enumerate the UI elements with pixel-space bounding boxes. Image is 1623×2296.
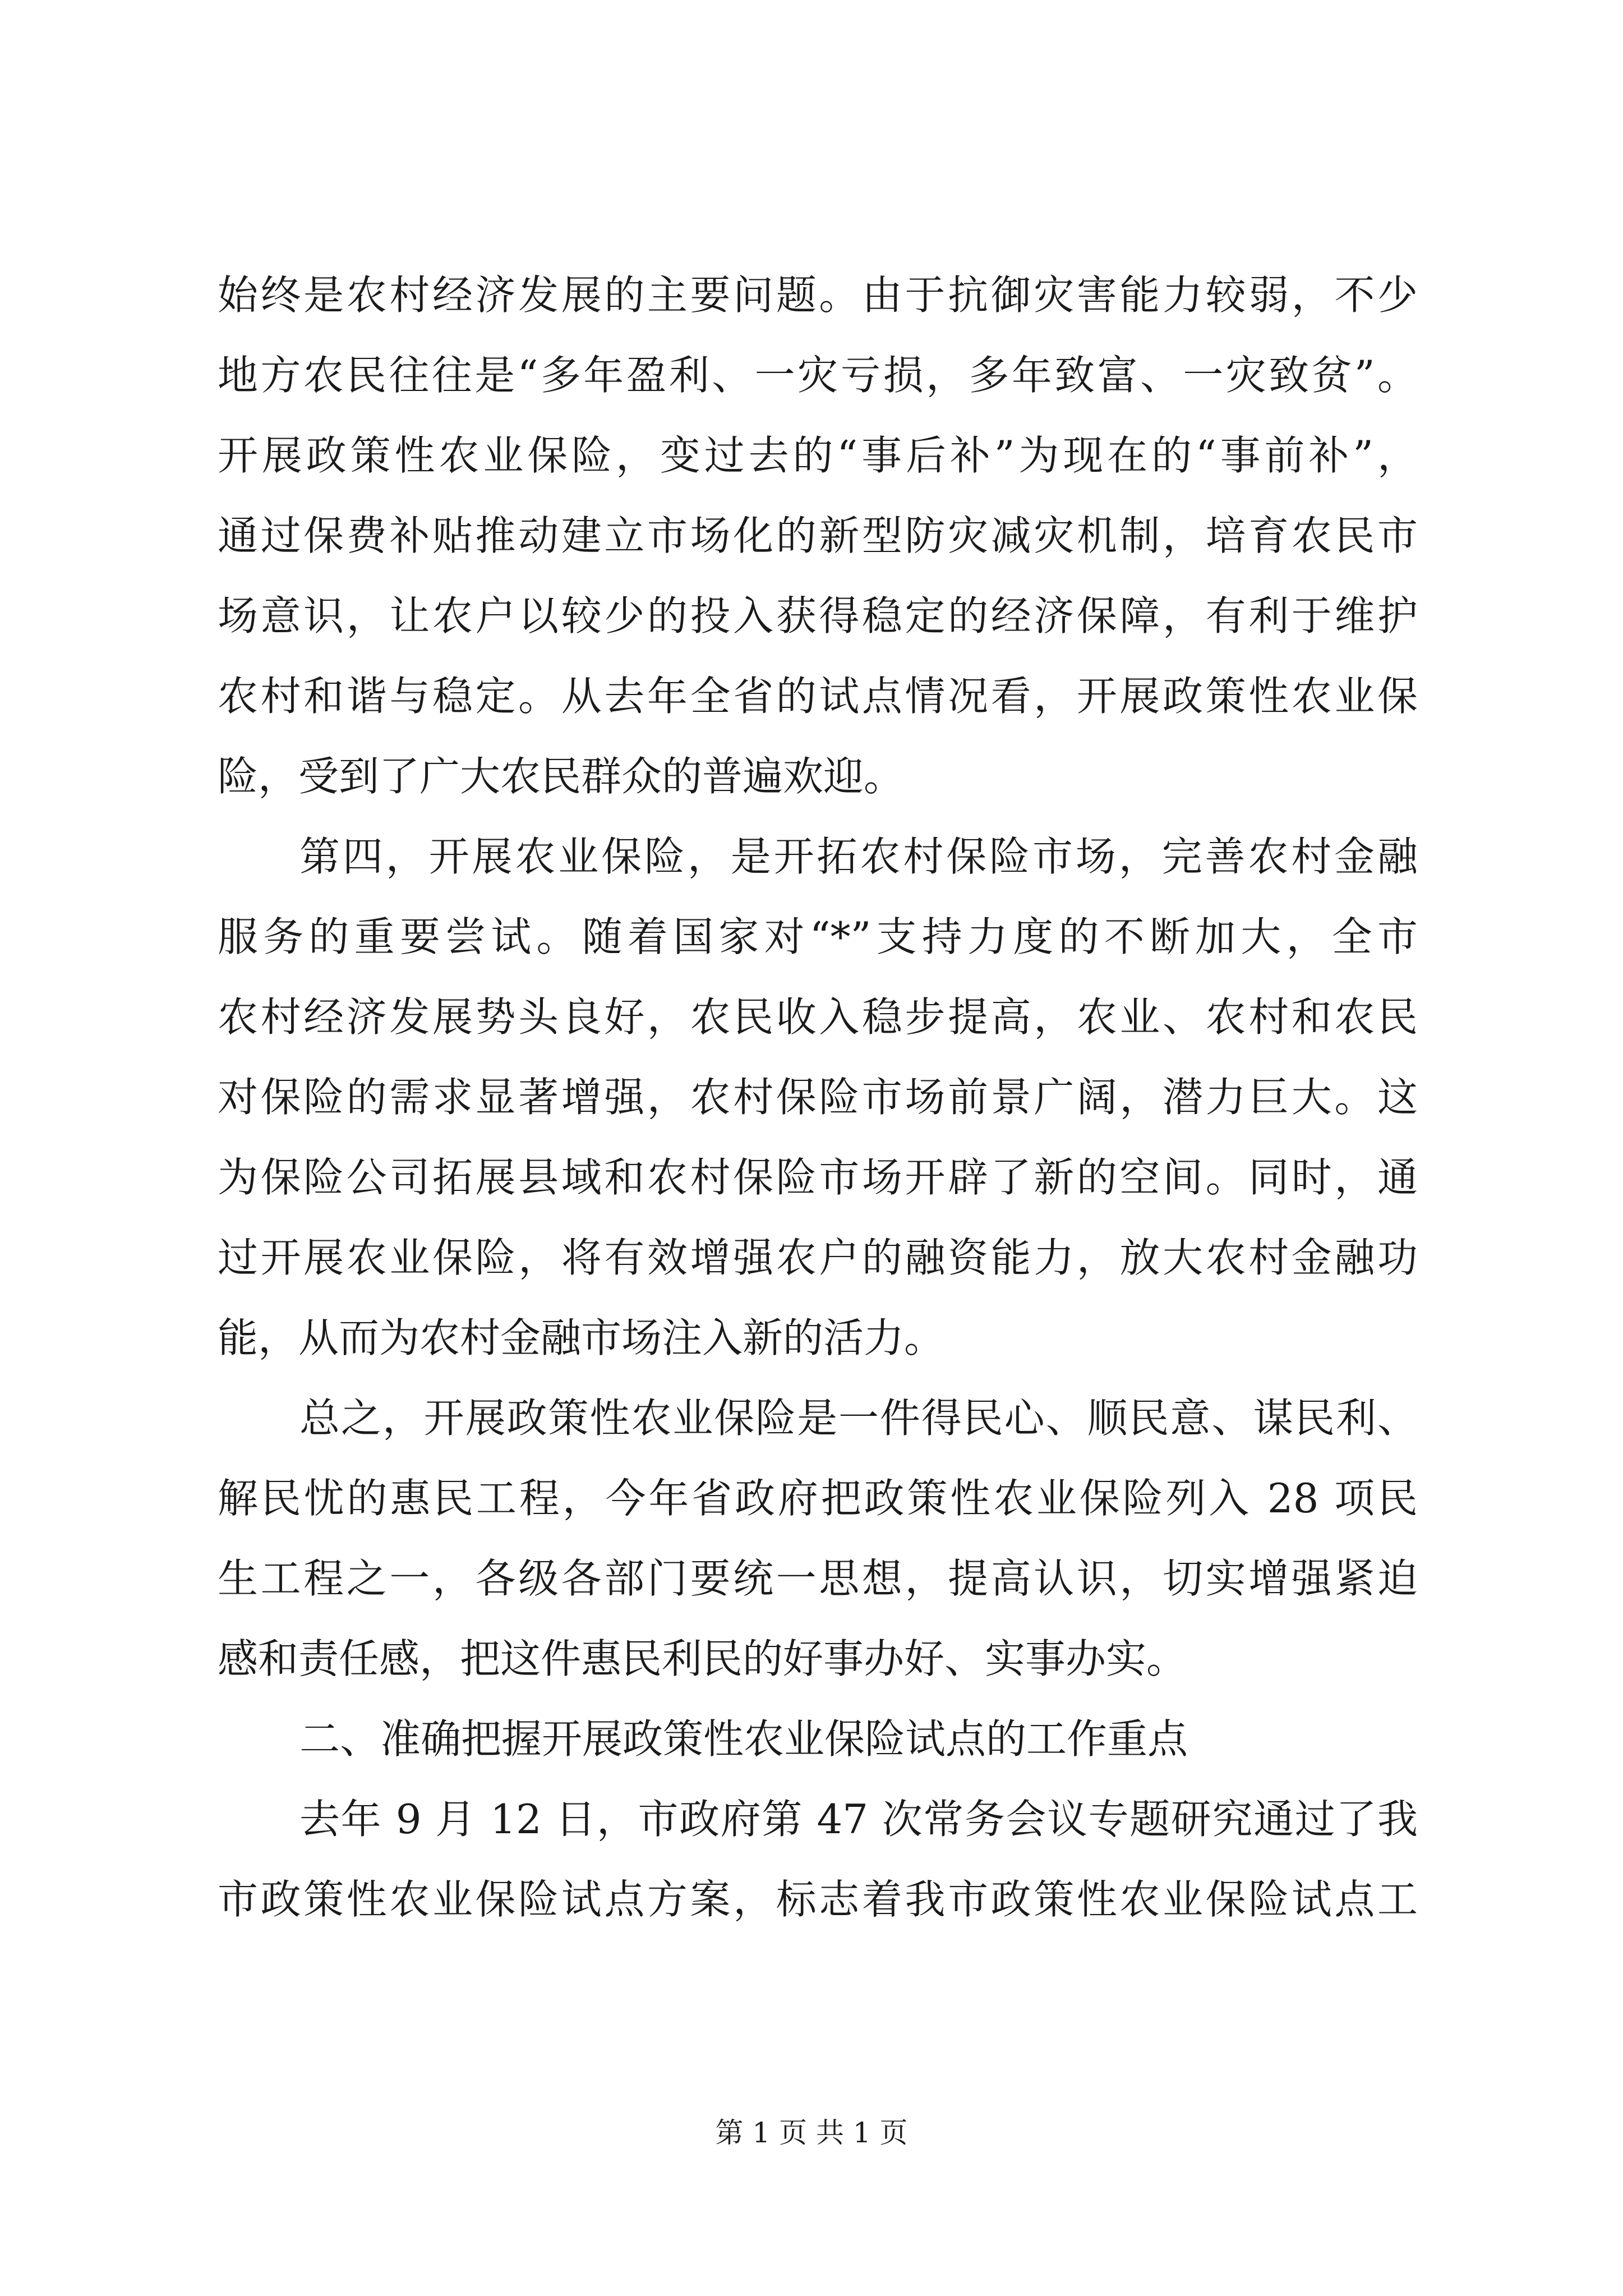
text-line: 感和责任感，把这件惠民利民的好事办好、实事办实。: [218, 1635, 1187, 1682]
text-line: 过开展农业保险，将有效增强农户的融资能力，放大农村金融功: [218, 1234, 1418, 1281]
section-heading: 二、准确把握开展政策性农业保险试点的工作重点: [299, 1715, 1188, 1763]
text-line: 场意识，让农户以较少的投入获得稳定的经济保障，有利于维护: [218, 592, 1418, 639]
text-line: 服务的重要尝试。随着国家对“*”支持力度的不断加大，全市: [218, 913, 1418, 960]
text-line: 解民忧的惠民工程，今年省政府把政策性农业保险列入 28 项民: [218, 1475, 1418, 1522]
text-line: 去年 9 月 12 日，市政府第 47 次常务会议专题研究通过了我: [299, 1796, 1418, 1843]
page-number-label: 第 1 页 共 1 页: [715, 2116, 908, 2149]
text-line: 通过保费补贴推动建立市场化的新型防灾减灾机制，培育农民市: [218, 512, 1418, 559]
text-line: 总之，开展政策性农业保险是一件得民心、顺民意、谋民利、: [299, 1395, 1418, 1442]
text-line: 农村和谐与稳定。从去年全省的试点情况看，开展政策性农业保: [218, 673, 1418, 720]
text-line: 农村经济发展势头良好，农民收入稳步提高，农业、农村和农民: [218, 993, 1418, 1041]
text-line: 地方农民往往是“多年盈利、一灾亏损，多年致富、一灾致贫”。: [218, 352, 1418, 399]
text-line: 对保险的需求显著增强，农村保险市场前景广阔，潜力巨大。这: [218, 1074, 1418, 1121]
text-line: 开展政策性农业保险，变过去的“事后补”为现在的“事前补”，: [218, 432, 1418, 479]
text-line: 市政策性农业保险试点方案，标志着我市政策性农业保险试点工: [218, 1876, 1418, 1923]
page-footer: [0, 2110, 1623, 2151]
text-line: 生工程之一，各级各部门要统一思想，提高认识，切实增强紧迫: [218, 1555, 1418, 1602]
text-line: 能，从而为农村金融市场注入新的活力。: [218, 1314, 945, 1361]
text-line: 险，受到了广大农民群众的普遍欢迎。: [218, 753, 905, 800]
document-body: [218, 255, 1418, 1940]
text-line: 为保险公司拓展县域和农村保险市场开辟了新的空间。同时，通: [218, 1154, 1418, 1201]
text-line: 第四，开展农业保险，是开拓农村保险市场，完善农村金融: [299, 833, 1418, 880]
text-line: 始终是农村经济发展的主要问题。由于抗御灾害能力较弱，不少: [218, 272, 1418, 319]
